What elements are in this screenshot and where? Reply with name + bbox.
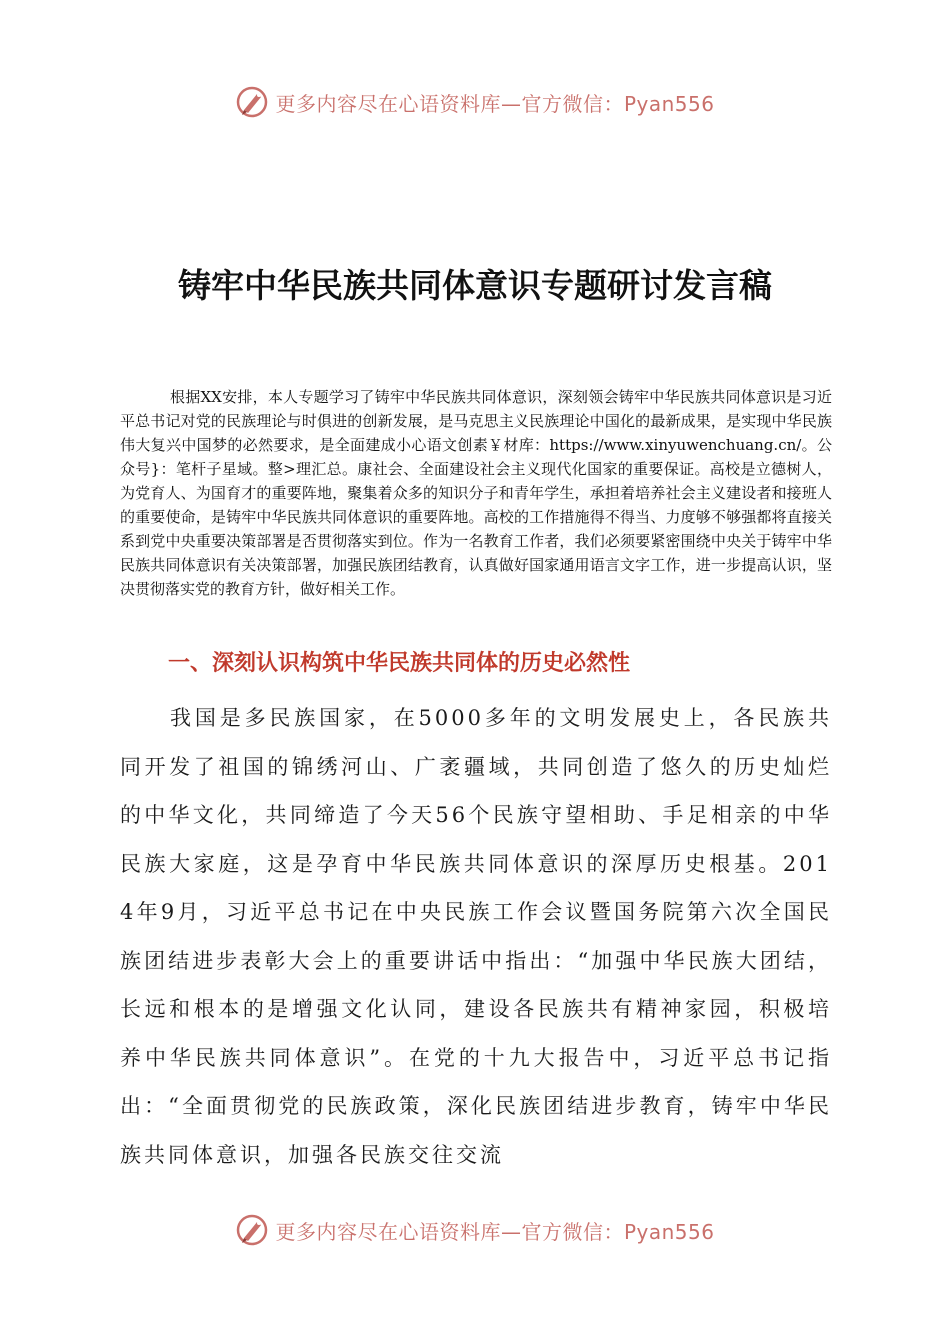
section-heading: 一、深刻认识构筑中华民族共同体的历史必然性 [168, 651, 631, 676]
watermark-banner-top [0, 82, 950, 122]
watermark-text: 更多内容尽在心语资料库—官方微信：Pyan556 [275, 91, 715, 116]
intro-paragraph: 根据XX安排，本人专题学习了铸牢中华民族共同体意识，深刻领会铸牢中华民族共同体意识是习近平总书记对党的民族理论与时俱进的创新发展，是马克思主义民族理论中国化的最新成果，是实现中华民族伟大复兴中国梦的必然要求，是全面建成小心语文创素￥材库：https://www.xinyuwenchuang.cn/。公众号}：笔杆子星域。整>理汇总。康社会、全面建设社会主义现代化国家的重要保证。高校是立德树人，为党育人、为国育才的重要阵地，聚集着众多的知识分子和青年学生，承担着培养社会主义建设者和接班人的重要使命，是铸牢中华民族共同体意识的重要阵地。高校的工作措施得不得当、力度够不够强都将直接关系到党中央重要决策部署是否贯彻落实到位。作为一名教育工作者，我们必须要紧密围绕中央关于铸牢中华民族共同体意识有关决策部署，加强民族团结教育，认真做好国家通用语言文字工作，进一步提高认识，坚决贯彻落实党的教育方针，做好相关工作。 [120, 388, 832, 598]
watermark-text: 更多内容尽在心语资料库—官方微信：Pyan556 [275, 1219, 715, 1244]
watermark-banner-bottom [0, 1210, 950, 1250]
pen-circle-logo-icon [235, 1213, 269, 1247]
body-paragraph: 我国是多民族国家，在5000多年的文明发展史上，各民族共同开发了祖国的锦绣河山、广袤疆域，共同创造了悠久的历史灿烂的中华文化，共同缔造了今天56个民族守望相助、手足相亲的中华民族大家庭，这是孕育中华民族共同体意识的深厚历史根基。2014年9月，习近平总书记在中央民族工作会议暨国务院第六次全国民族团结进步表彰大会上的重要讲话中指出：“加强中华民族大团结，长远和根本的是增强文化认同，建设各民族共有精神家园，积极培养中华民族共同体意识”。在党的十九大报告中，习近平总书记指出：“全面贯彻党的民族政策，深化民族团结进步教育，铸牢中华民族共同体意识，加强各民族交往交流 [120, 706, 832, 1167]
pen-circle-logo-icon [235, 85, 269, 119]
document-title: 铸牢中华民族共同体意识专题研讨发言稿 [178, 266, 772, 305]
